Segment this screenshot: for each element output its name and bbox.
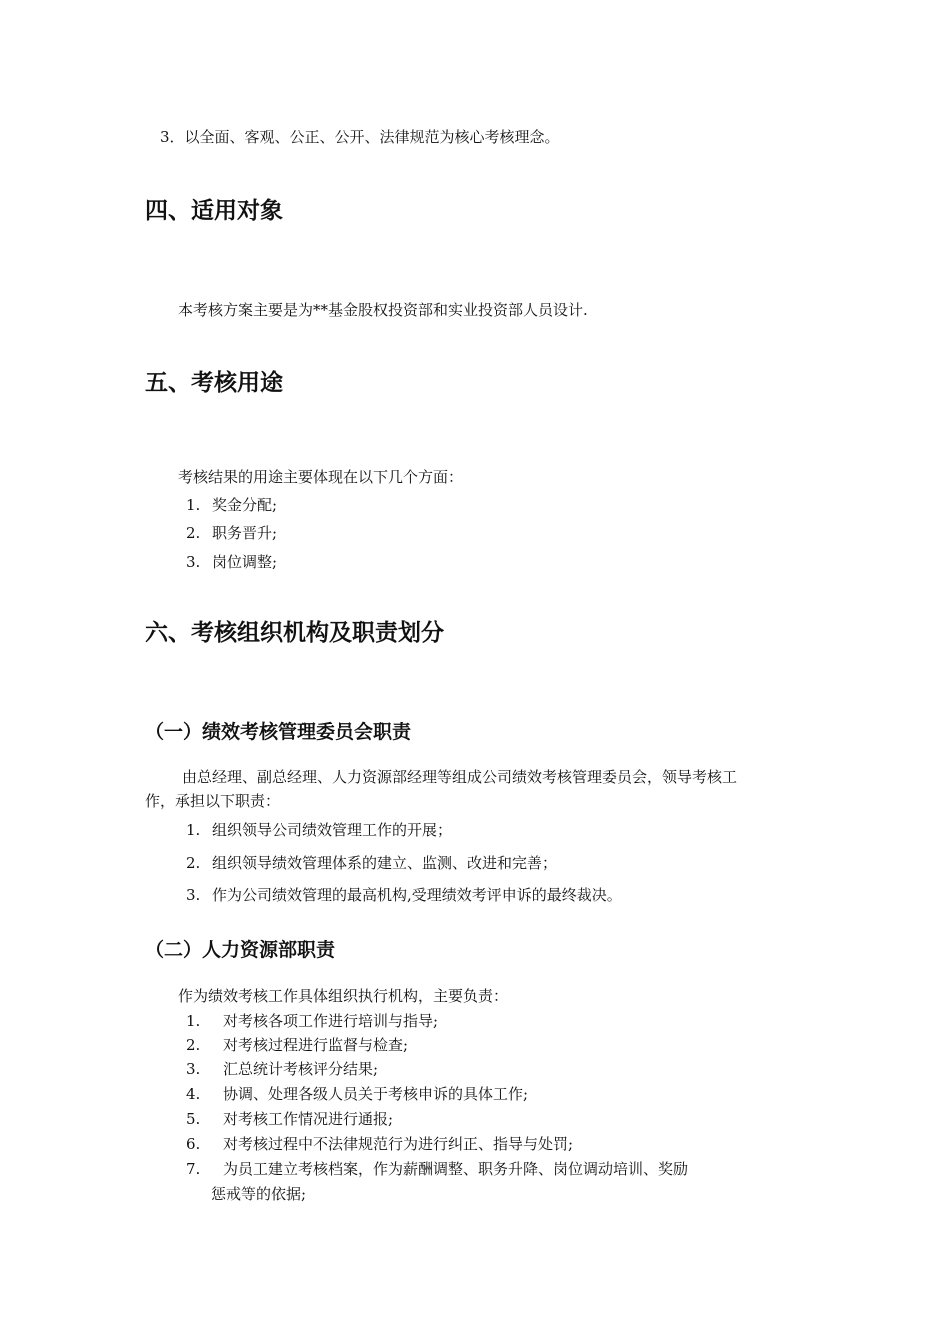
section-4-heading: 四、适用对象 [145,198,283,224]
subsection-1-para-line2: 作，承担以下职责： [145,792,281,810]
subsection-1-heading: （一）绩效考核管理委员会职责 [145,721,412,743]
list-item: 2. 组织领导绩效管理体系的建立、监测、改进和完善； [186,854,558,872]
list-item: 2. 对考核过程进行监督与检查; [186,1036,409,1054]
section-5-intro: 考核结果的用途主要体现在以下几个方面： [178,468,464,486]
section-5-heading: 五、考核用途 [145,370,283,396]
subsection-2-intro: 作为绩效考核工作具体组织执行机构，主要负责： [178,987,509,1005]
intro-item-3: 3．以全面、客观、公正、公开、法律规范为核心考核理念。 [160,128,560,146]
section-6-heading: 六、考核组织机构及职责划分 [145,620,444,646]
list-item: 4. 协调、处理各级人员关于考核申诉的具体工作; [186,1085,529,1103]
list-item: 7. 为员工建立考核档案，作为薪酬调整、职务升降、岗位调动培训、奖励 [186,1160,689,1178]
list-item: 3. 岗位调整; [186,553,278,571]
list-item: 1. 对考核各项工作进行培训与指导; [186,1012,439,1030]
list-item: 5. 对考核工作情况进行通报; [186,1110,394,1128]
list-item: 1. 组织领导公司绩效管理工作的开展； [186,821,453,839]
section-4-text: 本考核方案主要是为**基金股权投资部和实业投资部人员设计. [178,301,588,319]
list-item: 1. 奖金分配; [186,496,278,514]
subsection-1-para-line1: 由总经理、副总经理、人力资源部经理等组成公司绩效考核管理委员会，领导考核工 [182,768,738,786]
list-item: 3. 汇总统计考核评分结果; [186,1060,379,1078]
list-item-continuation: 惩戒等的依据; [211,1185,307,1203]
subsection-2-heading: （二）人力资源部职责 [145,939,336,961]
list-item: 3. 作为公司绩效管理的最高机构,受理绩效考评申诉的最终裁决。 [186,886,622,904]
list-item: 2. 职务晋升; [186,524,278,542]
list-item: 6. 对考核过程中不法律规范行为进行纠正、指导与处罚; [186,1135,574,1153]
